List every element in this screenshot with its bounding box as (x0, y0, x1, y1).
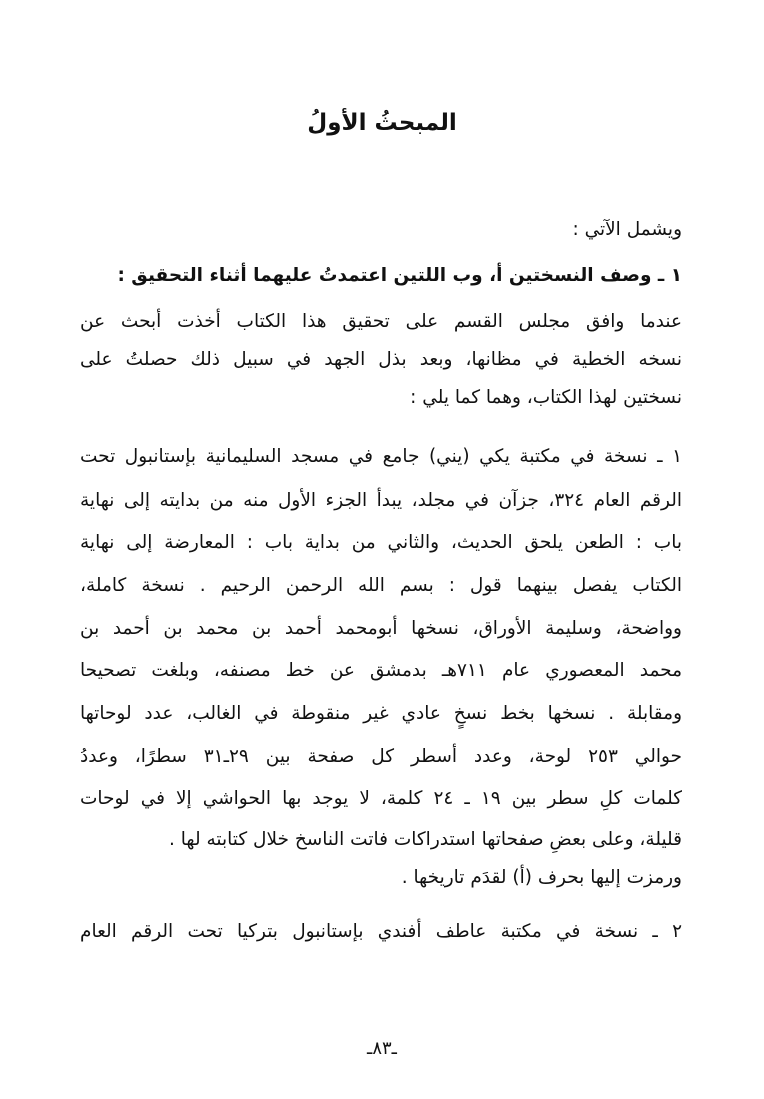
paragraph-line: الكتاب يفصل بينهما قول : بسم الله الرحمن الرحيم . نسخة كاملة، (80, 575, 682, 596)
paragraph-line: نسخه الخطية في مظانها، وبعد بذل الجهد في سبيل ذلك حصلتُ على (80, 349, 682, 370)
section-title: المبحثُ الأولُ (307, 110, 457, 136)
paragraph-line: ومقابلة . نسخها بخط نسخٍ عادي غير منقوطة في الغالب، عدد لوحاتها (80, 703, 682, 724)
paragraph-line: ورمزت إليها بحرف (أ) لقدَم تاريخها . (401, 867, 682, 888)
paragraph-line: باب : الطعن يلحق الحديث، والثاني من بداية باب : المعارضة إلى نهاية (80, 532, 682, 553)
paragraph-line: ٢ ـ نسخة في مكتبة عاطف أفندي بإستانبول بتركيا تحت الرقم العام (80, 921, 682, 942)
paragraph-line: ١ ـ نسخة في مكتبة يكي (يني) جامع في مسجد السليمانية بإستانبول تحت (80, 446, 682, 467)
page-number: ـ٨٣ـ (367, 1038, 397, 1059)
paragraph-line: وواضحة، وسليمة الأوراق، نسخها أبومحمد أحمد بن محمد بن أحمد بن (80, 618, 682, 639)
section-heading: ١ ـ وصف النسختين أ، وب اللتين اعتمدتُ عليهما أثناء التحقيق : (117, 265, 682, 286)
paragraph-line: كلمات كلِ سطر بين ١٩ ـ ٢٤ كلمة، لا يوجد بها الحواشي إلا في لوحات (80, 788, 682, 809)
paragraph-line: قليلة، وعلى بعضِ صفحاتها استدراكات فاتت الناسخ خلال كتابته لها . (169, 829, 682, 850)
paragraph-line: حوالي ٢٥٣ لوحة، وعدد أسطر كل صفحة بين ٢٩ـ٣١ سطرًا، وعددُ (80, 746, 682, 767)
intro-line: ويشمل الآتي : (572, 219, 682, 240)
paragraph-line: عندما وافق مجلس القسم على تحقيق هذا الكتاب أخذت أبحث عن (80, 311, 682, 332)
paragraph-line: نسختين لهذا الكتاب، وهما كما يلي : (410, 387, 682, 408)
paragraph-line: الرقم العام ٣٢٤، جزآن في مجلد، يبدأ الجزء الأول منه من بدايته إلى نهاية (80, 490, 682, 511)
paragraph-line: محمد المعصوري عام ٧١١هـ بدمشق عن خط مصنفه، وبلغت تصحيحا (80, 660, 682, 681)
